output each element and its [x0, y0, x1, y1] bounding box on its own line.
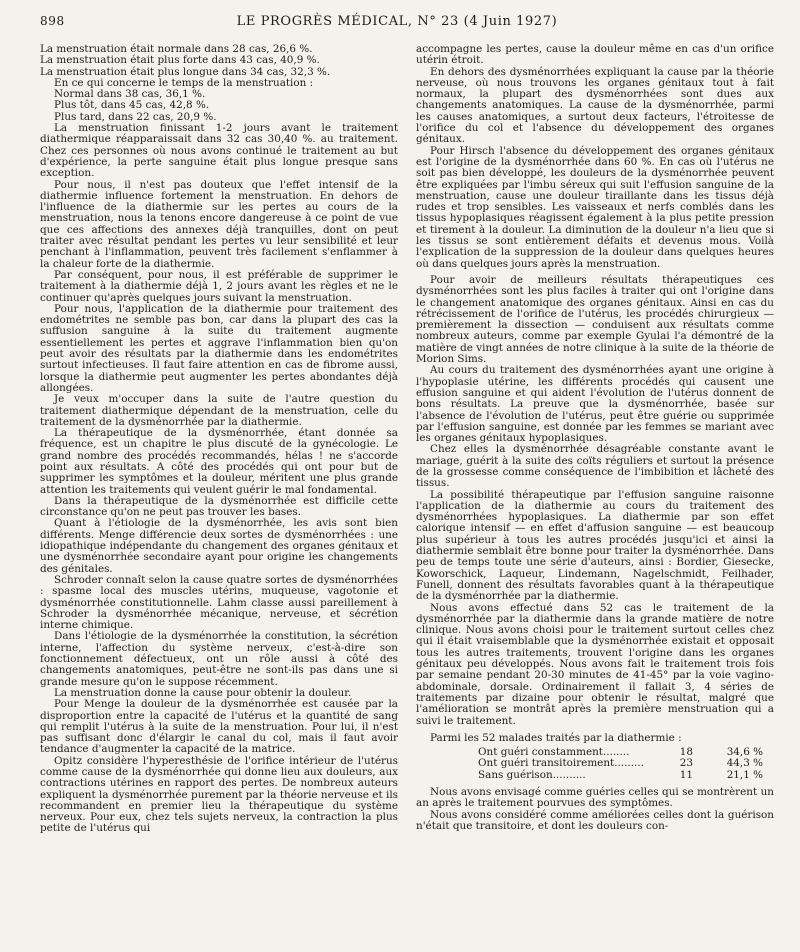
paragraph: Dans l'étiologie de la dysménorrhée la constitution, la sécrétion interne, l'affection du système nerveux, c'est-à-dire son fonctionnement défectueux, ont un rôle aussi à côté des changements anatomiques, peut-être ne sont-ils pas dans une si grande mesure qu'on le suppose récemment. [40, 630, 398, 688]
paragraph: Schroder connaît selon la cause quatre sortes de dysménorrhées : spasme local des muscles utérins, muqueuse, vagotonie et dysménorrhée constitutionnelle. Lahm classe aussi pareillement à Schroder la dysménorrhée mécanique, nerveuse, et sécrétion interne chimique. [40, 573, 398, 632]
paragraph: La thérapeutique de la dysménorrhée, étant donnée sa fréquence, est un chapitre le plus discuté de la gynécologie. Le grand nombre des procédés recommandés, hélas ! ne s'accorde point aux résultats. A côté des procédés qui ont pour but de supprimer les symptômes et la douleur, méritent une plus grande attention les traitements qui veulent guérir le mal fondamental. [40, 427, 398, 496]
paragraph: Par conséquent, pour nous, il est préférable de supprimer le traitement à la diathermie déjà 1, 2 jours avant les règles et ne le continuer qu'après quelques jours suivant la menstruation. [40, 268, 398, 304]
results-label: Sans guérison.......... [478, 768, 586, 781]
paragraph: La menstruation était plus longue dans 34 cas, 32,3 %. [40, 65, 331, 78]
results-lead: Parmi les 52 malades traités par la diathermie : [430, 731, 682, 744]
paragraph: La menstruation était normale dans 28 cas, 26,6 %. [40, 43, 313, 55]
paragraph: Pour avoir de meilleurs résultats thérapeutiques ces dysménorrhées sont les plus faciles à traiter qui ont l'origine dans le changement anatomique des organes génitaux. Ainsi en cas du rétrécissement de l'orifice de l'utérus, les procédés chirurgieux — premièrement la dissection — conduisent aux résultats comme nombreux auteurs, comme par exemple Gyulai l'a démontré de la matière de vingt années de notre clinique à la suite de la théorie de Morion Sims. [416, 273, 774, 366]
paragraph: Pour Hirsch l'absence du développement des organes génitaux est l'origine de la dysménorrhée dans 60 %. En cas où l'utérus ne soit pas bien développé, les douleurs de la dysménorrhée peuvent être expliquées par l'imbu séreux qui suit l'effusion sanguine de la menstruation, cause une douleur tiraillante dans les tissus déjà rudes et trop sensibles. Les vaisseaux et nerfs comblés dans les tissus hypoplasiques réagissent également à la plus petite pression et tirement à la douleur. La diminution de la douleur n'a lieu que si les tissus se sont entièrement défaits et devenus mous. Voilà l'explication de la suppression de la douleur dans quelques heures où dans quelques jours après la menstruation. [416, 144, 774, 270]
paragraph: Nous avons considéré comme améliorées celles dont la guérison n'était que transitoire, et dont les douleurs con- [416, 808, 774, 832]
paragraph: Nous avons effectué dans 52 cas le traitement de la dysménorrhée par la diathermie dans la grande matière de notre clinique. Nous avons choisi pour le traitement surtout celles chez qui il était vraisemblable que la dysménorrhée existait et opposait tous les autres traitements, trouvent l'origine dans les organes génitaux peu développés. Nous avons fait le traitement trois fois par semaine pendant 20-30 minutes de 41-45° par la voie vagino-abdominale, dorsale. Ordinairement il fallait 3, 4 séries de traitements par dizaine pour obtenir le résultat, malgré que l'amélioration se montrât après la première menstruation qui a suivi le traitement. [416, 601, 774, 727]
results-percent: 44,3 % [726, 757, 763, 770]
results-table [416, 733, 774, 781]
paragraph: Chez elles la dysménorrhée désagréable constante avant le mariage, guérit à la suite des coïts réguliers et surtout la présence de la grossesse comme conséquence de l'imbibition et lâcheté des tissus. [416, 443, 774, 490]
paragraph: Pour nous, il n'est pas douteux que l'effet intensif de la diathermie influence fortement la menstruation. En dehors de l'influence de la diathermie sur les pertes au cours de la menstruation, nous la tenons encore dangereuse à ce point de vue que ces affections des annexes déjà tranquilles, dont on peut traiter avec résultat pendant les pertes vu leur sensibilité et leur penchant à l'inflammation, peuvent très facilement s'enflammer à la chaleur forte de la diathermie. [40, 178, 398, 270]
paragraph: Plus tôt, dans 45 cas, 42,8 %. [54, 99, 210, 112]
paragraph: En dehors des dysménorrhées expliquant la cause par la théorie nerveuse, où nous trouvons les organes génitaux tout à fait normaux, la plupart des dysménorrhées sont dues aux changements anatomiques. La cause de la dysménorrhée, parmi les causes anatomiques, a surtout deux facteurs, l'étroitesse de l'orifice du col et l'absence du développement des organes génitaux. [416, 65, 774, 146]
results-count: 23 [679, 757, 693, 770]
paragraph: La possibilité thérapeutique par l'effusion sanguine raisonne l'application de la diathermie au cours du traitement des dysménorrhées hypoplasiques. La diathermie par son effet calorique intensif — en effet d'affusion sanguine — est beaucoup plus supérieur à tous les autres procédés jusqu'ici et ainsi la diathermie semblait être bonne pour traiter la dysménorrhée. Dans peu de temps toute une série d'auteurs, ainsi : Bordier, Giesecke, Koworschick, Laqueur, Lindemann, Nagelschmidt, Feilhader, Funell, donnent des résultats favorables quant à la thérapeutique de la dysménorrhée par la diathermie. [416, 488, 774, 603]
article-body [40, 44, 774, 835]
page-number: 898 [40, 14, 65, 28]
right-column [416, 44, 774, 835]
paragraph: Je veux m'occuper dans la suite de l'autre question du traitement diathermique dépendant de la menstruation, celle du traitement de la dysménorrhée par la diathermie. [40, 393, 398, 428]
paragraph: Quant à l'étiologie de la dysménorrhée, les avis sont bien différents. Menge différencie deux sortes de dysménorrhées : une idiopathique indépendante du changement des organes génitaux et une dysménorrhée secondaire ayant pour origine les changements des génitales. [40, 517, 398, 575]
results-count: 18 [679, 746, 693, 759]
results-row [416, 770, 774, 781]
results-count: 11 [679, 768, 693, 781]
paragraph: accompagne les pertes, cause la douleur même en cas d'un orifice utérin étroit. [416, 43, 774, 67]
paragraph: Pour Menge la douleur de la dysménorrhée est causée par la disproportion entre la capacité de l'utérus et la quantité de sang qui remplit l'utérus à la suite de la menstruation. Pour lui, il n'est pas suffisant donc d'élargir le canal du col, mais il faut avoir tendance d'augmenter la capacité de la matrice. [40, 698, 398, 756]
paragraph: Nous avons envisagé comme guéries celles qui se montrèrent un an après le traitement pourvues des symptômes. [416, 786, 774, 810]
paragraph: Opitz considère l'hyperesthésie de l'orifice intérieur de l'utérus comme cause de la dysménorrhée qui donne lieu aux douleurs, aux contractions utérines en rapport des pertes. De nombreux auteurs expliquent la dysménorrhée purement par la théorie nerveuse et ils recommandent en premier lieu la thérapeutique du système nerveux. Pour eux, chez tels sujets nerveux, la contraction la plus petite de l'utérus qui [40, 754, 398, 835]
page-header [40, 14, 774, 36]
left-column [40, 44, 398, 835]
paragraph: La menstruation était plus forte dans 43 cas, 40,9 %. [40, 54, 320, 67]
paragraph: Plus tard, dans 22 cas, 20,9 %. [54, 110, 217, 123]
paragraph: La menstruation finissant 1-2 jours avant le traitement diathermique réapparaissait dans 32 cas 30,40 %. au traitement. Chez ces personnes où nous avons continué le traitement au but d'expérience, la perte sanguine était plus longue presque sans exception. [40, 122, 398, 180]
paragraph: En ce qui concerne le temps de la menstruation : [54, 76, 314, 89]
results-label: Ont guéri transitoirement......... [478, 757, 644, 770]
results-percent: 34,6 % [726, 746, 763, 759]
results-label: Ont guéri constamment........ [478, 746, 630, 759]
paragraph: Normal dans 38 cas, 36,1 %. [54, 88, 206, 101]
results-row [416, 758, 774, 769]
paragraph: Pour nous, l'application de la diathermie pour traitement des endométrites ne semble pas bon, car dans la plupart des cas la suffusion sanguine à la suite du traitement augmente essentiellement les pertes et aggrave l'inflammation bien qu'on peut avoir des résultats par la diathermie dans les endométrites surtout infectieuses. Il faut faire attention en cas de fibrome aussi, lorsque la diathermie peut augmenter les pertes abondantes déjà allongées. [40, 302, 398, 394]
results-percent: 21,1 % [726, 768, 763, 781]
journal-title: LE PROGRÈS MÉDICAL, N° 23 (4 Juin 1927) [236, 14, 558, 29]
paragraph: Au cours du traitement des dysménorrhées ayant une origine à l'hypoplasie utérine, les différents procédés qui causent une effusion sanguine et qui aident l'évolution de l'utérus donnent de bons résultats. La preuve que la dysménorrhée, basée sur l'absence de l'évolution de l'utérus, peut être guérie ou supprimée par l'effusion sanguine, est donnée par les femmes se mariant avec les organes génitaux hypoplasiques. [416, 364, 774, 445]
paragraph: La menstruation donne la cause pour obtenir la douleur. [54, 686, 352, 699]
paragraph: Dans la thérapeutique de la dysménorrhée est difficile cette circonstance qu'on ne peut pas trouver les bases. [40, 494, 398, 519]
